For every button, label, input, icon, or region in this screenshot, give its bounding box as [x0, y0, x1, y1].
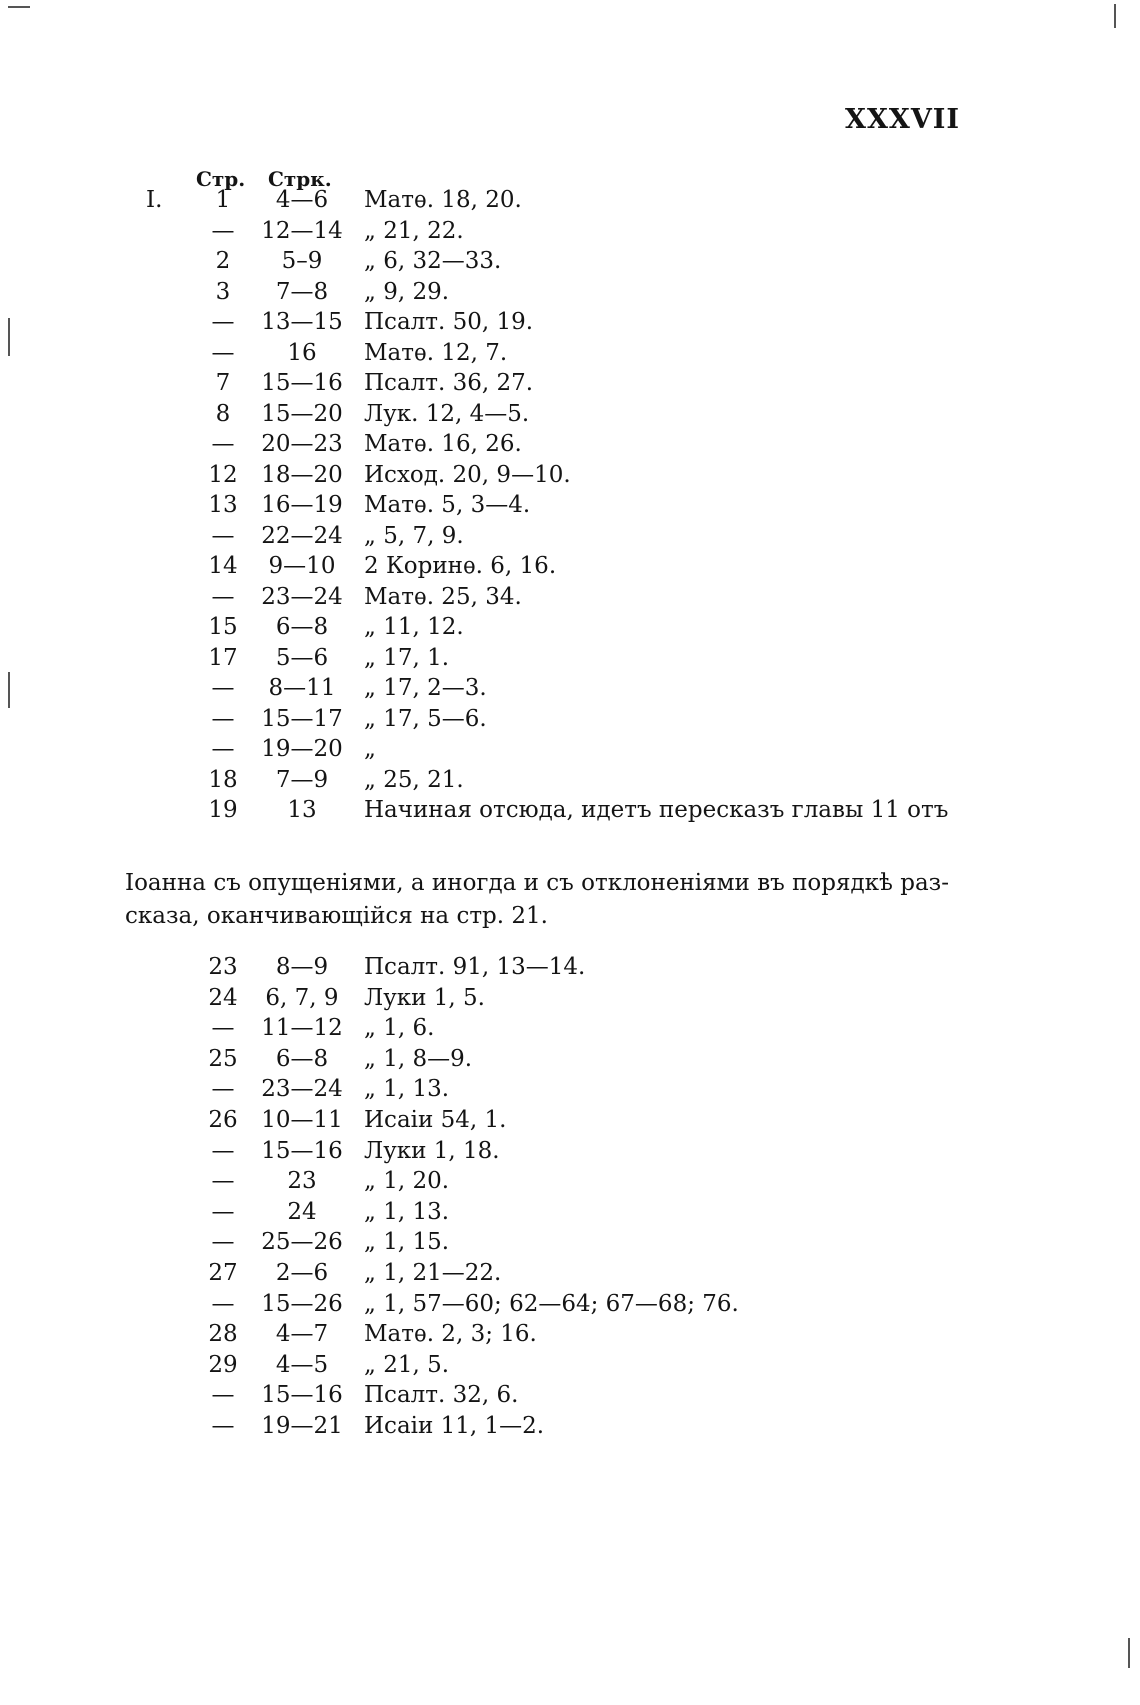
row-page: — [211, 1290, 235, 1317]
row-ref: Псалт. 50, 19. [364, 309, 534, 335]
row-lines: 7—9 [275, 766, 329, 793]
row-page: — [211, 1137, 235, 1164]
row-ref: Матѳ. 5, 3—4. [364, 492, 531, 518]
row-lines: 5—6 [275, 644, 329, 671]
row-ref: 2 Коринѳ. 6, 16. [364, 553, 557, 579]
column-header-line: Стрк. [268, 167, 332, 191]
row-page: 26 [208, 1107, 238, 1133]
index-row [0, 951, 1140, 984]
row-ref: Исход. 20, 9—10. [364, 461, 571, 488]
row-ref: „ 11, 12. [364, 614, 464, 640]
row-page: 25 [208, 1045, 238, 1072]
row-lines: 15—26 [261, 1290, 343, 1317]
row-page: — [211, 1413, 235, 1439]
row-ref: „ 21, 22. [364, 217, 464, 244]
index-row [0, 337, 1140, 370]
row-page: 15 [208, 614, 238, 640]
index-row [0, 1135, 1140, 1168]
row-ref: Матѳ. 25, 34. [364, 583, 522, 610]
index-row [0, 398, 1140, 431]
row-ref: „ 1, 8—9. [364, 1045, 473, 1072]
index-row [0, 1257, 1140, 1290]
row-page: 1 [215, 187, 231, 213]
row-lines: 4—7 [275, 1321, 329, 1348]
row-page: — [211, 339, 235, 366]
row-lines: 23—24 [261, 583, 343, 610]
row-lines: 5–9 [281, 248, 323, 274]
scan-edge-mark [8, 6, 30, 8]
index-row [0, 1196, 1140, 1229]
row-page: 14 [208, 553, 238, 579]
row-page: 3 [215, 278, 231, 305]
row-ref: „ 9, 29. [364, 278, 450, 305]
index-row [0, 611, 1140, 644]
row-page: — [211, 1015, 235, 1042]
row-page: 12 [208, 461, 238, 488]
row-page: 24 [208, 984, 238, 1011]
index-row [0, 1379, 1140, 1412]
row-page: — [211, 583, 235, 610]
row-page: 7 [215, 370, 231, 396]
row-lines: 16—19 [261, 492, 343, 518]
row-lines: 23 [287, 1168, 317, 1195]
index-row [0, 276, 1140, 309]
row-page: 2 [215, 248, 231, 274]
row-ref: „ 17, 5—6. [364, 705, 487, 732]
index-row [0, 306, 1140, 339]
row-ref: „ 1, 13. [364, 1076, 450, 1103]
row-ref: Исаіи 11, 1—2. [364, 1413, 545, 1439]
row-ref: Матѳ. 2, 3; 16. [364, 1321, 537, 1348]
row-lines: 15—16 [261, 1137, 343, 1164]
row-lines: 25—26 [261, 1229, 343, 1256]
row-lines: 24 [287, 1198, 317, 1225]
row-lines: 8—9 [275, 954, 329, 980]
index-row [0, 733, 1140, 766]
row-ref: Лук. 12, 4—5. [364, 400, 530, 427]
row-ref: „ 17, 2—3. [364, 675, 487, 701]
row-lines: 6, 7, 9 [265, 984, 339, 1011]
row-ref: „ 17, 1. [364, 644, 450, 671]
row-lines: 15—16 [261, 1382, 343, 1409]
index-row [0, 1349, 1140, 1382]
row-page: 13 [208, 492, 238, 518]
row-page: — [211, 736, 235, 762]
row-page: — [211, 675, 235, 701]
row-page: — [211, 1382, 235, 1409]
row-lines: 19—21 [261, 1413, 343, 1439]
row-page: 23 [208, 954, 238, 980]
row-page: 18 [208, 766, 238, 793]
index-row [0, 520, 1140, 553]
row-page: 17 [208, 644, 238, 671]
row-lines: 16 [287, 339, 317, 366]
row-lines: 18—20 [261, 461, 343, 488]
row-page: 8 [215, 400, 231, 427]
row-ref: „ 1, 6. [364, 1015, 435, 1042]
index-row [0, 489, 1140, 522]
index-row [0, 794, 1140, 827]
row-ref: „ 1, 20. [364, 1168, 450, 1195]
note-line: сказа, оканчивающійся на стр. 21. [125, 903, 548, 929]
row-ref: Луки 1, 18. [364, 1137, 500, 1164]
row-lines: 7—8 [275, 278, 329, 305]
row-lines: 15—16 [261, 370, 343, 396]
index-row [0, 982, 1140, 1015]
row-page: — [211, 217, 235, 244]
row-lines: 15—17 [261, 705, 343, 732]
row-lines: 6—8 [275, 614, 329, 640]
index-row [0, 184, 1140, 217]
row-ref: „ 6, 32—33. [364, 248, 502, 274]
row-ref: Псалт. 36, 27. [364, 370, 534, 396]
row-ref: Псалт. 91, 13—14. [364, 954, 586, 980]
row-lines: 20—23 [261, 431, 343, 457]
row-lines: 19—20 [261, 736, 343, 762]
row-lines: 13—15 [261, 309, 343, 335]
row-lines: 4—6 [275, 187, 329, 213]
row-ref: Псалт. 32, 6. [364, 1382, 519, 1409]
column-header-page: Стр. [196, 167, 246, 191]
row-page: 28 [208, 1321, 238, 1348]
row-lines: 11—12 [261, 1015, 343, 1042]
row-ref: Матѳ. 16, 26. [364, 431, 522, 457]
index-row [0, 642, 1140, 675]
index-row [0, 367, 1140, 400]
page-number: XXXVII [845, 104, 961, 135]
index-row [0, 459, 1140, 492]
row-ref: „ 1, 15. [364, 1229, 450, 1256]
index-row [0, 245, 1140, 278]
index-row [0, 550, 1140, 583]
index-row [0, 1073, 1140, 1106]
row-page: 19 [208, 797, 238, 823]
note-line: Іоанна съ опущеніями, а иногда и съ отклоненіями въ порядкѣ раз- [125, 870, 949, 896]
index-row [0, 1288, 1140, 1321]
index-row [0, 764, 1140, 797]
row-lines: 23—24 [261, 1076, 343, 1103]
index-row [0, 215, 1140, 248]
row-lines: 10—11 [261, 1107, 343, 1133]
row-page: — [211, 705, 235, 732]
row-ref: „ [364, 736, 376, 762]
index-row [0, 703, 1140, 736]
row-page: — [211, 309, 235, 335]
row-ref: „ 1, 57—60; 62—64; 67—68; 76. [364, 1290, 739, 1317]
row-ref: „ 21, 5. [364, 1351, 450, 1378]
row-ref: Исаіи 54, 1. [364, 1107, 507, 1133]
index-row [0, 1043, 1140, 1076]
row-page: — [211, 1229, 235, 1256]
index-row [0, 672, 1140, 705]
row-page: 29 [208, 1351, 238, 1378]
row-page: — [211, 1168, 235, 1195]
row-ref: „ 5, 7, 9. [364, 522, 464, 549]
row-lines: 9—10 [268, 553, 336, 579]
row-section: I. [146, 187, 163, 213]
row-lines: 13 [287, 797, 317, 823]
row-lines: 15—20 [261, 400, 343, 427]
row-page: 27 [208, 1260, 238, 1286]
index-row [0, 1165, 1140, 1198]
row-ref: Луки 1, 5. [364, 984, 485, 1011]
row-ref: Начиная отсюда, идетъ пересказъ главы 11 отъ [364, 797, 949, 823]
row-lines: 12—14 [261, 217, 343, 244]
row-lines: 22—24 [261, 522, 343, 549]
index-row [0, 1012, 1140, 1045]
row-lines: 6—8 [275, 1045, 329, 1072]
row-page: — [211, 522, 235, 549]
index-row [0, 581, 1140, 614]
row-lines: 4—5 [275, 1351, 329, 1378]
row-lines: 2—6 [275, 1260, 329, 1286]
row-ref: „ 1, 21—22. [364, 1260, 502, 1286]
index-row [0, 1104, 1140, 1137]
row-ref: „ 25, 21. [364, 766, 464, 793]
row-lines: 8—11 [268, 675, 336, 701]
scan-edge-mark [1114, 4, 1116, 28]
note-paragraph [125, 867, 949, 933]
row-page: — [211, 1076, 235, 1103]
index-row [0, 1318, 1140, 1351]
index-row [0, 1226, 1140, 1259]
index-row [0, 1410, 1140, 1443]
row-ref: Матѳ. 12, 7. [364, 339, 508, 366]
row-page: — [211, 431, 235, 457]
row-ref: „ 1, 13. [364, 1198, 450, 1225]
row-ref: Матѳ. 18, 20. [364, 187, 522, 213]
index-row [0, 428, 1140, 461]
scan-edge-mark [1128, 1638, 1130, 1668]
row-page: — [211, 1198, 235, 1225]
